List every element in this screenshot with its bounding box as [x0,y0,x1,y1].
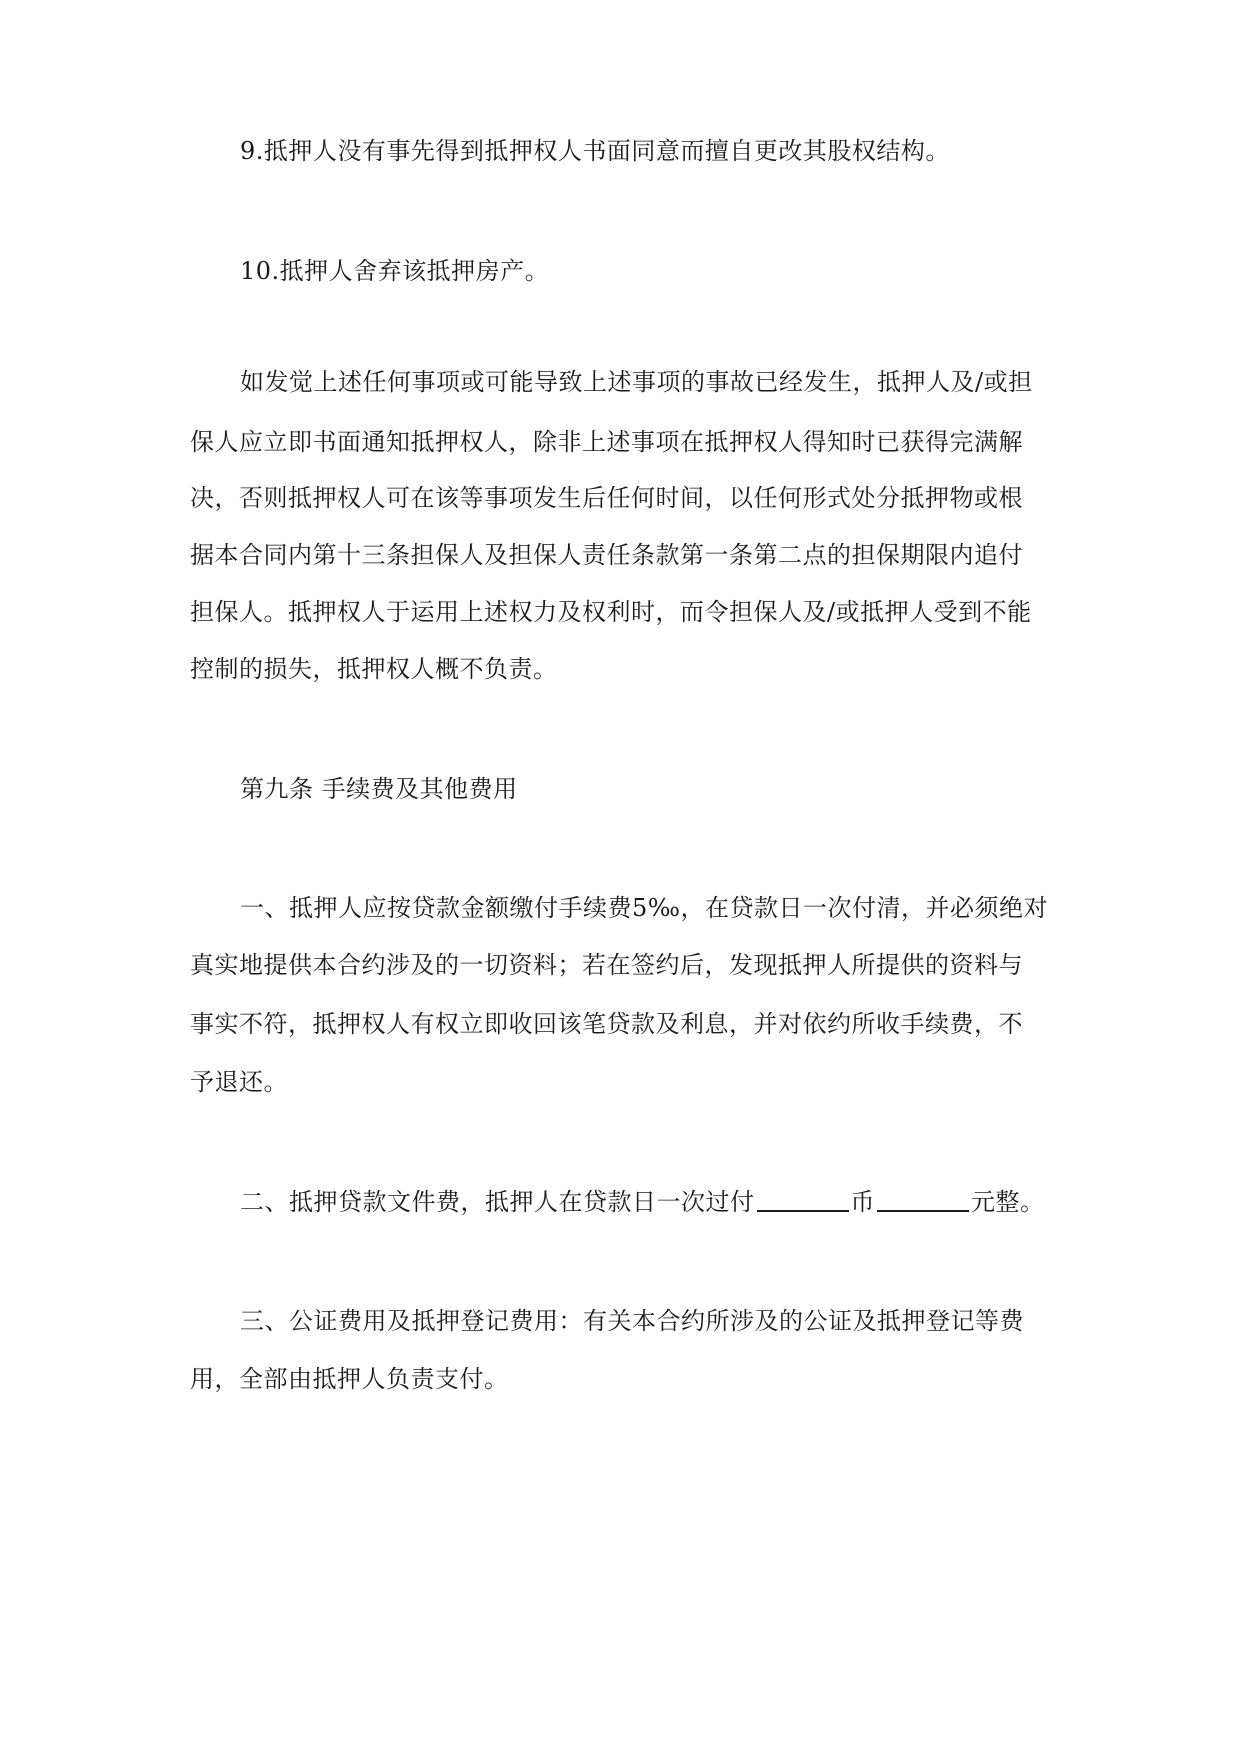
paragraph-line: 决，否则抵押权人可在该等事项发生后任何时间，以任何形式处分抵押物或根 [190,484,1023,512]
article-heading: 第九条 手续费及其他费用 [240,775,518,803]
paragraph-line: 如发觉上述任何事项或可能导致上述事项的事故已经发生，抵押人及/或担 [240,368,1033,396]
clause-2-text: 二、抵押贷款文件费，抵押人在贷款日一次过付 [240,1188,755,1216]
paragraph-line: 事实不符，抵押权人有权立即收回该笔贷款及利息，并对依约所收手续费，不 [190,1010,1023,1038]
currency-blank [757,1186,849,1212]
paragraph-line: 担保人。抵押权人于运用上述权力及权利时，而令担保人及/或抵押人受到不能 [190,598,1032,626]
paragraph-line: 三、公证费用及抵押登记费用：有关本合约所涉及的公证及抵押登记等费 [240,1307,1024,1335]
clause-2 [240,1186,1045,1217]
item-9: 9.抵押人没有事先得到抵押权人书面同意而擅自更改其股权结构。 [240,137,950,165]
paragraph-line: 予退还。 [190,1068,288,1096]
amount-blank [877,1186,969,1212]
item-10: 10.抵押人舍弃该抵押房产。 [240,257,550,285]
amount-suffix: 元整。 [971,1188,1045,1216]
paragraph-line: 控制的损失，抵押权人概不负责。 [190,655,558,683]
paragraph-line: 保人应立即书面通知抵押权人，除非上述事项在抵押权人得知时已获得完满解 [190,428,1023,456]
currency-label: 币 [850,1188,875,1216]
paragraph-line: 据本合同内第十三条担保人及担保人责任条款第一条第二点的担保期限内追付 [190,541,1023,569]
paragraph-line: 真实地提供本合约涉及的一切资料；若在签约后，发现抵押人所提供的资料与 [190,951,1023,979]
paragraph-line: 一、抵押人应按贷款金额缴付手续费5‰，在贷款日一次付清，并必须绝对 [240,894,1048,922]
paragraph-line: 用，全部由抵押人负责支付。 [190,1365,509,1393]
